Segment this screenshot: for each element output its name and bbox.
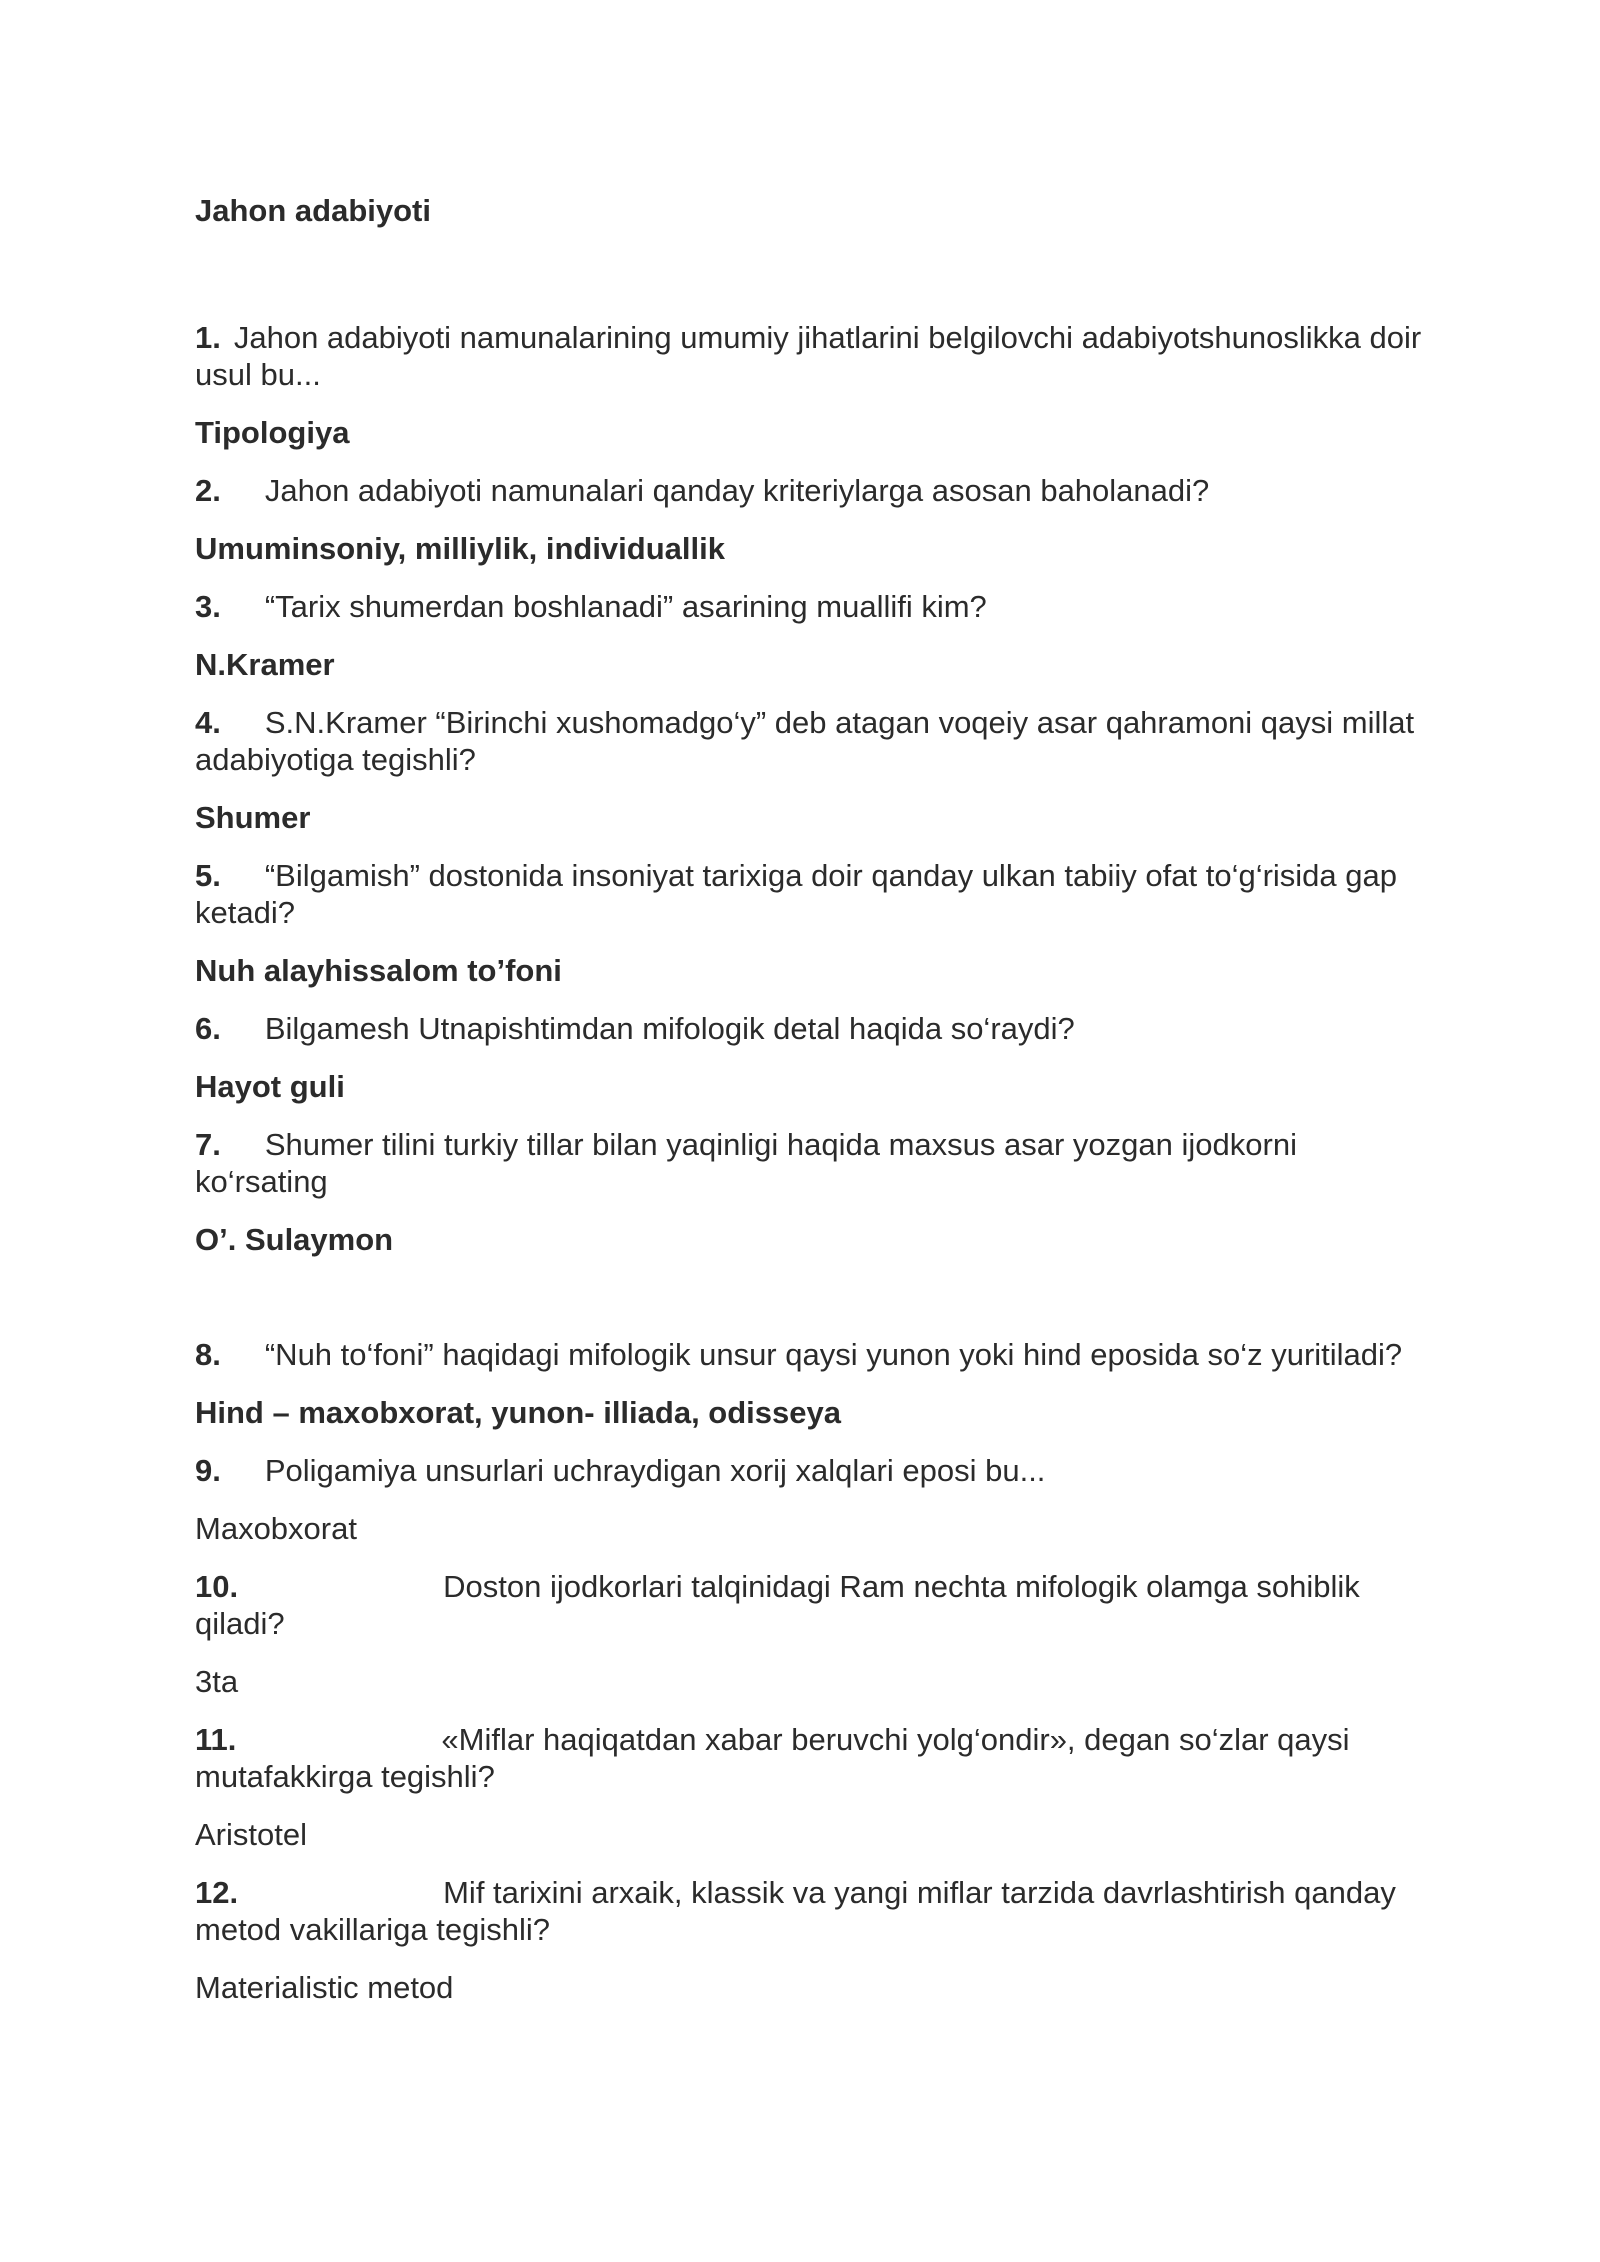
question-10 [195,1568,1425,1642]
answer-5: Nuh alayhissalom to’foni [195,953,562,988]
question-2 [195,472,1425,509]
question-6 [195,1010,1425,1047]
question-text: Bilgamesh Utnapishtimdan mifologik detal haqida so‘raydi? [264,1011,1075,1046]
question-text: “Bilgamish” dostonida insoniyat tarixiga doir qanday ulkan tabiiy ofat to‘g‘risida gap ketadi? [195,858,1397,930]
answer-3: N.Kramer [195,647,335,682]
question-number: 11. [195,1722,237,1757]
answer-11: Aristotel [195,1817,307,1852]
question-number: 10. [195,1569,239,1604]
document-title: Jahon adabiyoti [195,193,431,228]
question-text: Jahon adabiyoti namunalarining umumiy jihatlarini belgilovchi adabiyotshunoslikka doir usul bu... [195,320,1422,392]
question-number: 7. [195,1127,221,1162]
question-4 [195,704,1425,778]
question-9 [195,1452,1425,1489]
question-number: 1. [195,320,221,355]
answer-12: Materialistic metod [195,1970,454,2005]
answer-4: Shumer [195,800,311,835]
question-text: S.N.Kramer “Birinchi xushomadgo‘y” deb atagan voqeiy asar qahramoni qaysi millat adabiyotiga tegishli? [195,705,1415,777]
question-number: 5. [195,858,221,893]
question-3 [195,588,1425,625]
question-text: «Miflar haqiqatdan xabar beruvchi yolg‘ondir», degan so‘zlar qaysi mutafakkirga tegishli? [195,1722,1350,1794]
question-text: Doston ijodkorlari talqinidagi Ram nechta mifologik olamga sohiblik qiladi? [195,1569,1360,1641]
question-text: “Nuh to‘foni” haqidagi mifologik unsur qaysi yunon yoki hind eposida so‘z yuritiladi? [264,1337,1403,1372]
question-number: 2. [195,473,221,508]
answer-10: 3ta [195,1664,239,1699]
question-number: 9. [195,1453,221,1488]
question-text: Poligamiya unsurlari uchraydigan xorij xalqlari eposi bu... [264,1453,1046,1488]
question-8 [195,1336,1425,1373]
question-number: 3. [195,589,221,624]
question-12 [195,1874,1425,1948]
answer-6: Hayot guli [195,1069,345,1104]
question-7 [195,1126,1425,1200]
question-1 [195,319,1425,393]
question-number: 8. [195,1337,221,1372]
question-text: Shumer tilini turkiy tillar bilan yaqinligi haqida maxsus asar yozgan ijodkorni ko‘rsating [195,1127,1297,1199]
answer-1: Tipologiya [195,415,350,450]
answer-9: Maxobxorat [195,1511,357,1546]
question-text: “Tarix shumerdan boshlanadi” asarining muallifi kim? [264,589,987,624]
question-number: 12. [195,1875,239,1910]
document-page [195,192,1425,2027]
question-text: Jahon adabiyoti namunalari qanday kriteriylarga asosan baholanadi? [264,473,1210,508]
question-number: 4. [195,705,221,740]
answer-2: Umuminsoniy, milliylik, individuallik [195,531,725,566]
question-number: 6. [195,1011,221,1046]
answer-7: O’. Sulaymon [195,1222,394,1257]
answer-8: Hind – maxobxorat, yunon- illiada, odisseya [195,1395,841,1430]
question-5 [195,857,1425,931]
question-text: Mif tarixini arxaik, klassik va yangi miflar tarzida davrlashtirish qanday metod vakillariga tegishli? [195,1875,1396,1947]
question-11 [195,1721,1425,1795]
